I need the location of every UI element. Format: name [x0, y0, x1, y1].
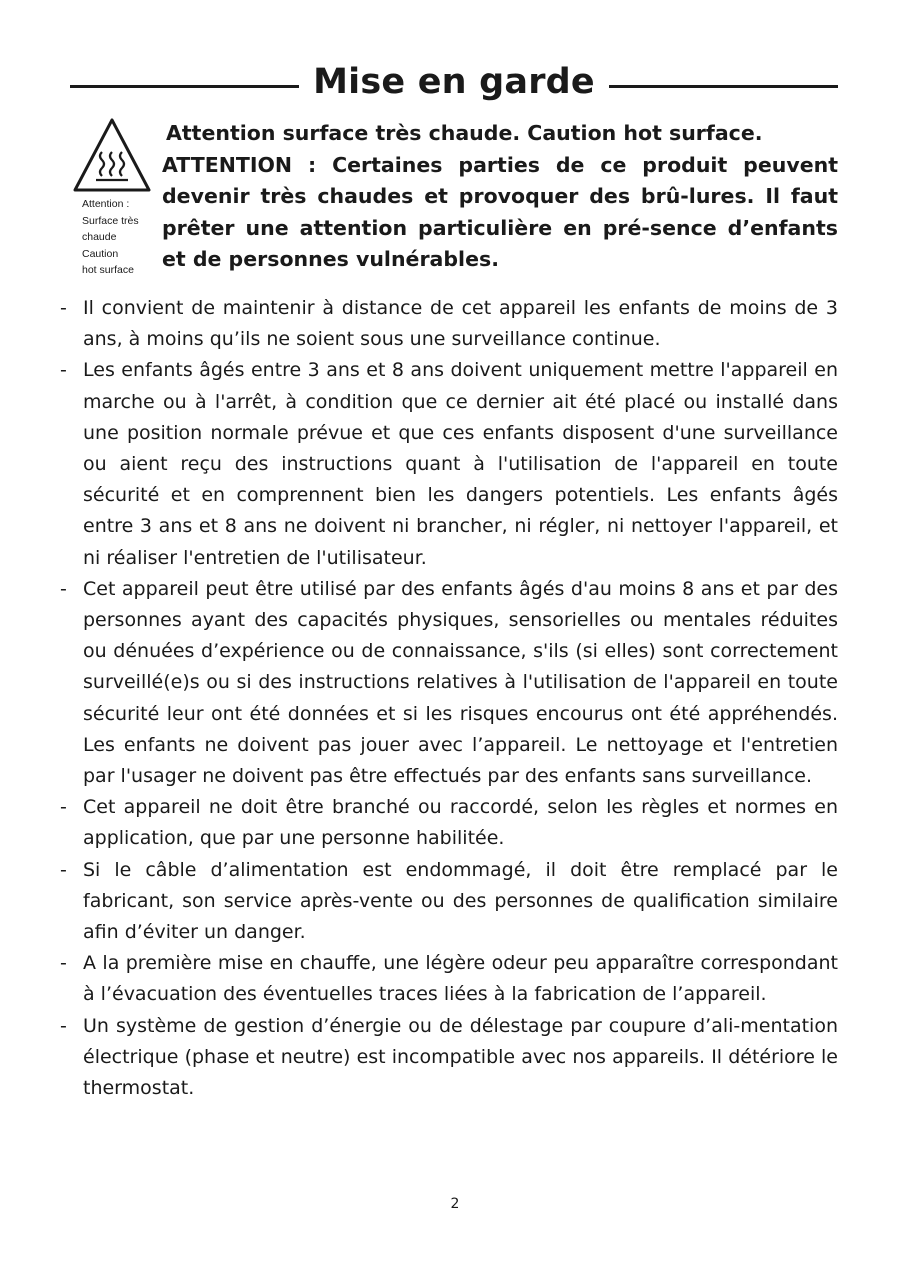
bullet-dash: -	[60, 359, 67, 382]
warning-headline: Attention surface très chaude. Caution hot surface.	[166, 121, 763, 145]
icon-caption-line: hot surface	[82, 264, 134, 276]
bullet-dash: -	[60, 796, 67, 819]
hot-surface-warning-icon	[72, 116, 152, 194]
title-rule-left	[70, 85, 299, 88]
list-item-text: Il convient de maintenir à distance de cet appareil les enfants de moins de 3 ans, à moins qu’ils ne soient sous une surveillance continue.	[83, 297, 838, 351]
list-item	[60, 293, 838, 355]
bullet-dash: -	[60, 1014, 67, 1037]
bullet-dash: -	[60, 297, 67, 319]
list-item-text: Cet appareil ne doit être branché ou raccordé, selon les règles et normes en application, que par une personne habilitée.	[83, 796, 838, 850]
list-item	[60, 855, 838, 949]
icon-caption-line: Caution	[82, 247, 119, 260]
page-number: 2	[450, 1196, 460, 1212]
warning-block	[162, 118, 838, 276]
icon-caption-line: Attention :	[82, 198, 130, 210]
list-item	[60, 792, 838, 854]
icon-caption	[82, 196, 158, 279]
warning-body: ATTENTION : Certaines parties de ce produit peuvent devenir très chaudes et provoquer des brû-lures. Il faut prêter une attention particulière en pré-sence d’enfants et de personnes vulnérables.	[162, 152, 838, 271]
title-rule-right	[609, 85, 838, 88]
list-item-text: Les enfants âgés entre 3 ans et 8 ans doivent uniquement mettre l'appareil en marche ou à l'arrêt, à condition que ce dernier ait été placé ou installé dans une position normale prévue et que ces enfants disposent d'une surveillance ou aient reçu des instructions quant à l'utilisation de l'appareil en toute sécurité et en comprennent bien les dangers potentiels. Les enfants âgés entre 3 ans et 8 ans ne doivent ni brancher, ni régler, ni nettoyer l'appareil, et ni réaliser l'entretien de l'utilisateur.	[83, 359, 838, 569]
list-item-text: Cet appareil peut être utilisé par des enfants âgés d'au moins 8 ans et par des personnes ayant des capacités physiques, sensorielles ou mentales réduites ou dénuées d’expérience ou de connaissance, s'ils (si elles) sont correctement surveillé(e)s ou si des instructions relatives à l'utilisation de l'appareil en toute sécurité leur ont été données et si les risques encourus ont été appréhendés. Les enfants ne doivent pas jouer avec l’appareil. Le nettoyage et l'entretien par l'usager ne doivent pas être effectués par des enfants sans surveillance.	[83, 577, 838, 788]
bullet-dash: -	[60, 577, 67, 600]
list-item-text: A la première mise en chauffe, une légère odeur peu apparaître correspondant à l’évacuation des éventuelles traces liées à la fabrication de l’appareil.	[83, 952, 838, 1006]
list-item-text: Si le câble d’alimentation est endommagé, il doit être remplacé par le fabricant, son service après-vente ou des personnes de qualification similaire afin d’éviter un danger.	[83, 858, 838, 944]
safety-rules-list	[60, 293, 838, 1104]
list-item-text: Un système de gestion d’énergie ou de délestage par coupure d’ali-mentation électrique (phase et neutre) est incompatible avec nos appareils. Il détériore le thermostat.	[83, 1014, 838, 1100]
page-title: Mise en garde	[313, 62, 595, 102]
icon-caption-line: Surface très	[82, 214, 139, 227]
list-item	[60, 355, 838, 573]
bullet-dash: -	[60, 952, 67, 975]
title-row	[70, 56, 838, 108]
list-item	[60, 1011, 838, 1105]
list-item	[60, 574, 838, 792]
list-item	[60, 948, 838, 1010]
bullet-dash: -	[60, 858, 67, 881]
icon-caption-line: chaude	[82, 231, 117, 243]
